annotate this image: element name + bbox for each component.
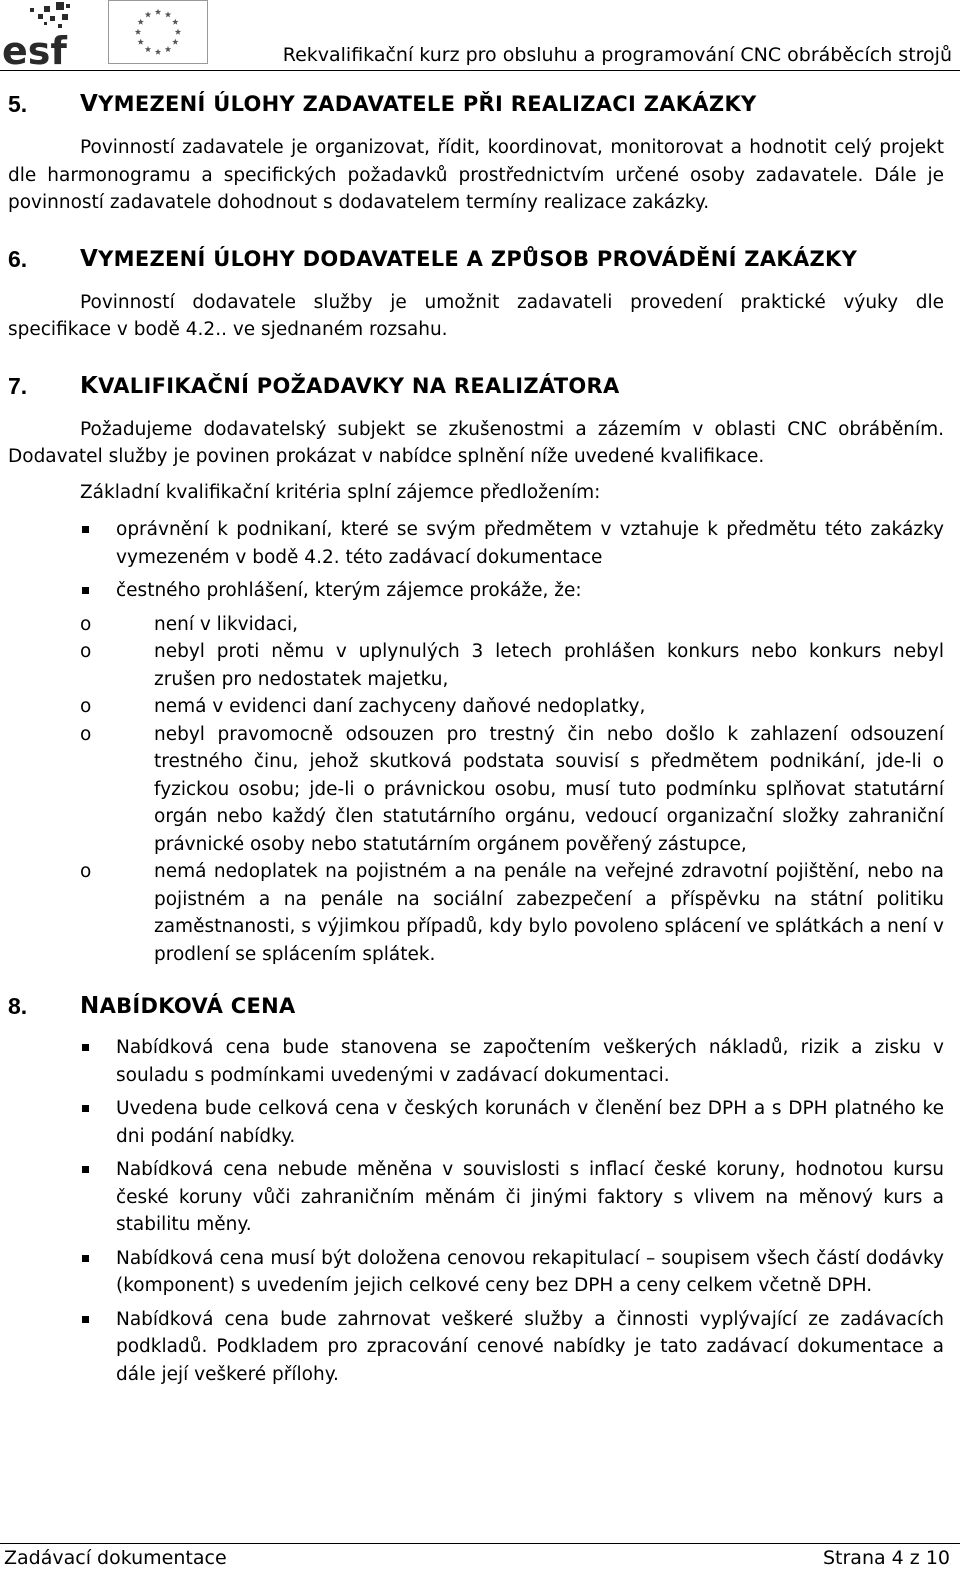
esf-logo-text: esf [2,29,67,72]
circle-bullet-icon: o [80,723,92,745]
criteria-item-text: oprávnění k podnikaní, které se svým předmětem v vztahuje k předmětu této zakázky vymezeném v bodě 4.2. této zadávací dokumentace [116,519,944,568]
square-bullet-icon [82,1255,89,1262]
section-6-title-initial: V [80,245,99,272]
section-5-number: 5. [8,91,28,117]
square-bullet-icon [82,1105,89,1112]
section-8-title-rest: ABÍDKOVÁ CENA [99,994,296,1018]
declaration-sublist [0,611,960,969]
eu-flag-logo [108,0,208,64]
section-5-paragraph: Povinností zadavatele je organizovat, řídit, koordinovat, monitorovat a hodnotit celý projekt dle harmonogramu a specifických požadavků prostřednictvím určené osoby zadavatele. Dále je povinností zadavatele dohodnout s dodavatelem termíny realizace zakázky. [8,137,944,213]
declaration-item-text: nebyl proti němu v uplynulých 3 letech prohlášen konkurs nebo konkurs nebyl zrušen pro nedostatek majetku, [154,641,944,690]
square-bullet-icon [82,587,89,594]
square-bullet-icon [82,1316,89,1323]
price-item-text: Nabídková cena nebude měněna v souvislosti s inflací české koruny, hodnotou kursu české koruny vůči zahraničním měnám či jinými faktory s vlivem na měnový kurs a stabilitu měny. [116,1159,944,1235]
list-item [0,721,960,859]
footer-divider [0,1543,960,1544]
section-6-paragraph: Povinností dodavatele služby je umožnit zadavateli provedení praktické výuky dle specifikace v bodě 4.2.. ve sjednaném rozsahu. [8,291,944,340]
declaration-item-text: není v likvidaci, [154,613,299,635]
list-item [0,1156,960,1239]
section-5-title-initial: V [80,91,99,117]
section-7-heading [0,366,960,406]
declaration-item-text: nebyl pravomocně odsouzen pro trestný čin nebo došlo k zahlazení odsouzení trestného činu, jehož skutková podstata souvisí s předmětem podnikání, jde-li o fyzickou osobu; jde-li o právnickou osobu, musí tuto podmínku splňovat statutární orgán nebo každý člen statutárního orgánu, vedoucí organizační složky zahraniční právnické osoby nebo statutárním orgánem pověřený zástupce, [154,723,944,855]
price-item-text: Nabídková cena bude stanovena se započtením veškerých nákladů, rizik a zisku v souladu s podmínkami uvedenými v zadávací dokumentaci. [116,1037,944,1086]
declaration-item-text: nemá nedoplatek na pojistném a na penále na veřejné zdravotní pojištění, nebo na pojistném a na penále na sociální zabezpečení a příspěvku na státní politiku zaměstnanosti, s výjimkou případů, kdy bylo povoleno splácení ve splátkách a není v prodlení se splácením splátek. [154,861,944,965]
section-7-paragraph-2: Základní kvalifikační kritéria splní zájemce předložením: [80,481,601,503]
criteria-item-text: čestného prohlášení, kterým zájemce prokáže, že: [116,580,582,601]
section-8-title [80,986,296,1026]
list-item [0,1245,960,1300]
page-header [0,0,960,76]
list-item [0,693,960,721]
section-8-heading [0,986,960,1026]
section-6-title-rest: YMEZENÍ ÚLOHY DODAVATELE A ZPŮSOB PROVÁDĚNÍ ZAKÁZKY [98,246,858,271]
section-5-title [80,84,757,124]
list-item [0,1306,960,1389]
square-bullet-icon [82,1044,89,1051]
section-6-title [80,239,857,279]
section-8-number: 8. [8,993,28,1019]
section-6-heading [0,239,960,279]
document-title: Rekvalifikační kurz pro obsluhu a programování CNC obráběcích strojů [282,44,952,66]
price-item-text: Nabídková cena bude zahrnovat veškeré služby a činnosti vyplývající ze zadávacích podkladů. Podkladem pro zpracování cenové nabídky je tato zadávací dokumentace a dále její veškeré přílohy. [116,1308,944,1385]
section-7-title [80,366,620,406]
declaration-item-text: nemá v evidenci daní zachyceny daňové nedoplatky, [154,696,646,717]
list-item [0,611,960,639]
list-item [0,1095,960,1150]
price-item-text: Uvedena bude celková cena v českých korunách v členění bez DPH a s DPH platného ke dni podání nabídky. [116,1098,944,1147]
circle-bullet-icon: o [80,696,92,717]
footer-page-number: Strana 4 z 10 [822,1547,950,1569]
list-item [0,1034,960,1089]
section-5-title-rest: YMEZENÍ ÚLOHY ZADAVATELE PŘI REALIZACI ZAKÁZKY [98,92,757,116]
circle-bullet-icon: o [80,641,92,662]
list-item [0,516,960,571]
list-item [0,638,960,693]
section-7-number: 7. [8,372,28,399]
section-6-number: 6. [8,245,28,272]
list-item [0,858,960,968]
footer-document-name: Zadávací dokumentace [4,1547,227,1569]
section-7-title-rest: VALIFIKAČNÍ POŽADAVKY NA REALIZÁTORA [98,373,620,398]
section-8-price-list [0,1034,960,1388]
section-5-heading [0,84,960,124]
section-7-criteria-list [0,516,960,605]
section-7-paragraph-1: Požadujeme dodavatelský subjekt se zkušenostmi a zázemím v oblasti CNC obráběním. Dodavatel služby je povinen prokázat v nabídce splnění níže uvedené kvalifikace. [8,418,944,467]
section-7-title-initial: K [80,372,99,399]
section-8-title-initial: N [80,993,100,1019]
page-content [0,84,960,1388]
list-item [0,577,960,605]
square-bullet-icon [82,1166,89,1173]
square-bullet-icon [82,526,89,533]
circle-bullet-icon: o [80,861,92,882]
esf-logo [0,0,82,72]
price-item-text: Nabídková cena musí být doložena cenovou rekapitulací – soupisem všech částí dodávky (komponent) s uvedením jejich celkové ceny bez DPH a ceny celkem včetně DPH. [116,1247,944,1296]
circle-bullet-icon: o [80,613,92,635]
header-divider [0,70,960,71]
